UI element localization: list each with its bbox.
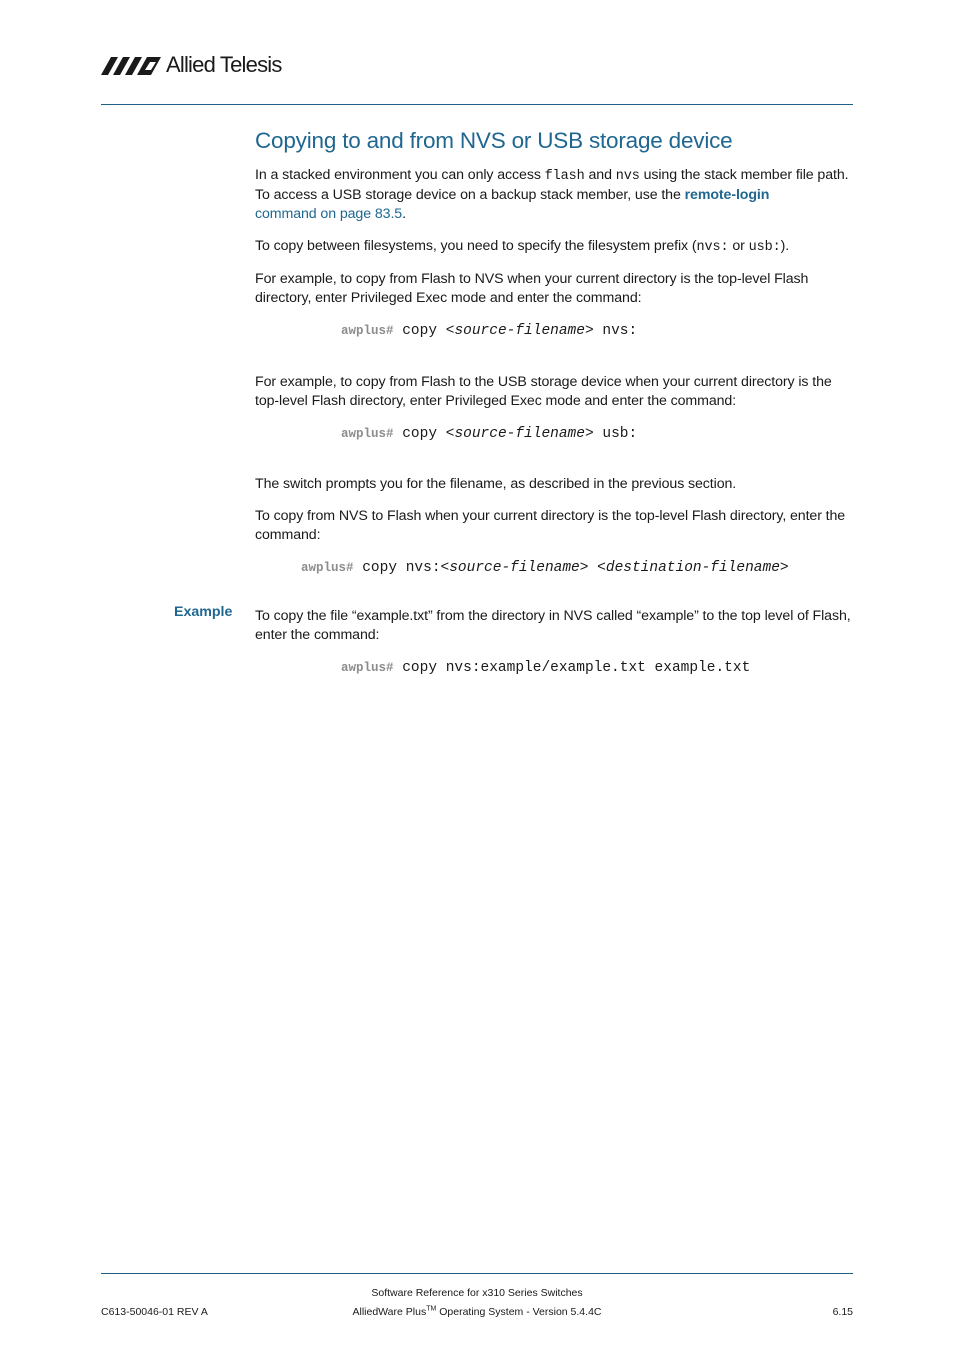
footer-page-number: 6.15 (832, 1306, 853, 1318)
code-nvs-prefix: nvs: (696, 240, 729, 255)
section-title: Copying to and from NVS or USB storage device (255, 128, 733, 153)
allied-telesis-logo (101, 53, 282, 77)
footer-os-version: AlliedWare Plus™ Operating System - Version 5.4.4C (352, 1305, 602, 1318)
code-flash: flash (544, 169, 585, 184)
logo-text: Allied Telesis (166, 52, 282, 77)
prompt: awplus# (341, 427, 394, 441)
logo-mark-icon (101, 55, 163, 75)
section-content (255, 126, 853, 678)
paragraph-switch-prompts: The switch prompts you for the filename, as described in the previous section. (255, 476, 737, 492)
command-page-link[interactable]: command on page 83.5 (255, 206, 403, 222)
command-copy-from-nvs: awplus# copy nvs:<source-filename> <destination-filename> (301, 560, 789, 576)
paragraph-flash-to-nvs: For example, to copy from Flash to NVS when your current directory is the top-level Flash directory, enter Privileged Exec mode and enter the command: (255, 271, 809, 306)
footer-rule (101, 1273, 853, 1274)
command-copy-example: awplus# copy nvs:example/example.txt example.txt (341, 660, 751, 676)
paragraph-nvs-to-flash: To copy from NVS to Flash when your current directory is the top-level Flash directory, enter the command: (255, 508, 846, 543)
prompt: awplus# (301, 561, 354, 575)
paragraph-example: To copy the file “example.txt” from the directory in NVS called “example” to the top level of Flash, enter the command: (255, 608, 851, 643)
footer-doc-id: C613-50046-01 REV A (101, 1306, 208, 1318)
code-usb-prefix: usb: (748, 240, 781, 255)
footer (101, 1286, 853, 1322)
prompt: awplus# (341, 324, 394, 338)
header-rule (101, 104, 853, 105)
remote-login-link[interactable]: remote-login (684, 187, 770, 203)
command-copy-to-nvs: awplus# copy <source-filename> nvs: (341, 323, 638, 339)
paragraph-stack-access: In a stacked environment you can only access flash and nvs using the stack member file path. To access a USB storage device on a backup stack member, use the remote-login command on page 83.5. (255, 167, 849, 222)
paragraph-flash-to-usb: For example, to copy from Flash to the USB storage device when your current directory is the top-level Flash directory, enter Privileged Exec mode and enter the command: (255, 374, 832, 409)
example-label: Example (174, 604, 233, 620)
code-nvs: nvs (615, 169, 640, 184)
command-copy-to-usb: awplus# copy <source-filename> usb: (341, 426, 638, 442)
footer-title: Software Reference for x310 Series Switches (371, 1287, 583, 1299)
prompt: awplus# (341, 661, 394, 675)
paragraph-filesystem-prefix: To copy between filesystems, you need to specify the filesystem prefix (nvs: or usb:). (255, 238, 790, 255)
